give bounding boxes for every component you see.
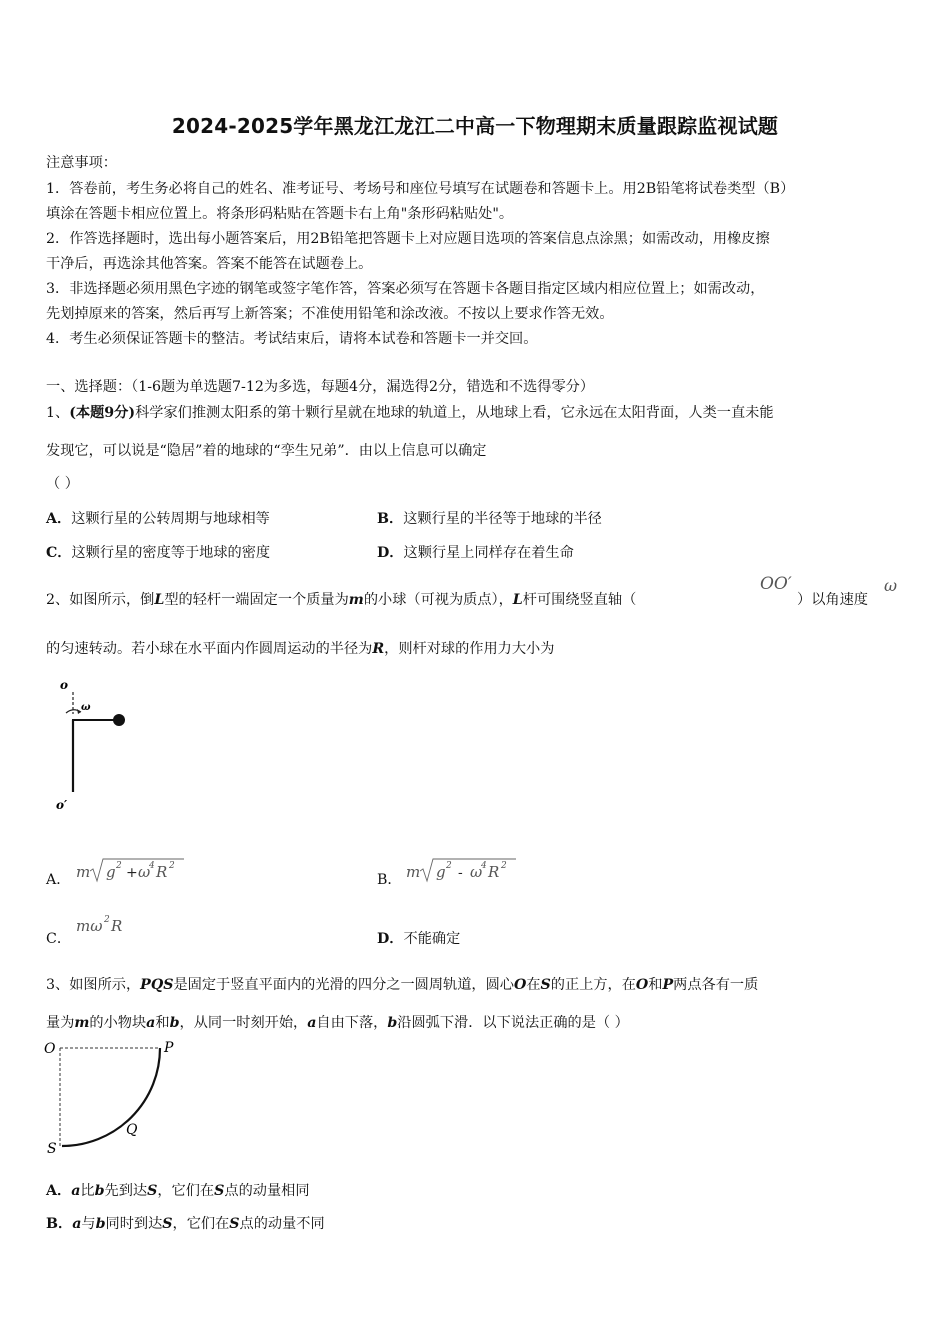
formula-exp-2: 2 bbox=[446, 861, 452, 871]
q3-text: 自由下落， bbox=[316, 1015, 388, 1031]
formula-g: g bbox=[106, 863, 116, 881]
q3-figure-label-p: P bbox=[164, 1040, 174, 1056]
q3-text: 同时到达 bbox=[105, 1216, 163, 1232]
q3-text: 在 bbox=[526, 977, 541, 993]
q1-option-d[interactable] bbox=[377, 542, 574, 562]
q1-option-a-text: 这颗行星的公转周期与地球相等 bbox=[71, 511, 270, 527]
q3-var-o: O bbox=[635, 977, 649, 993]
formula-r: R bbox=[111, 917, 123, 935]
q3-text: 如图所示， bbox=[69, 977, 141, 993]
q3-text: ，它们在 bbox=[157, 1183, 215, 1199]
q2-text: 杆可围绕竖直轴（ bbox=[522, 592, 637, 608]
q2-text: 的小球（可视为质点）， bbox=[363, 592, 513, 608]
q3-text: 沿圆弧下滑．以下说法正确的是（ ） bbox=[397, 1015, 629, 1031]
q2-figure-top-label: o bbox=[60, 678, 69, 692]
q2-var-l: L bbox=[154, 592, 165, 608]
q3-var-b: b bbox=[169, 1015, 180, 1031]
q2-option-d-text: 不能确定 bbox=[403, 931, 461, 947]
notice-line-3: 2．作答选择题时，选出每小题答案后，用2B铅笔把答题卡上对应题目选项的答案信息点涂黑；如需改动，用橡皮擦 bbox=[46, 231, 770, 247]
q3-text: 的小物块 bbox=[89, 1015, 147, 1031]
q2-var-m: m bbox=[348, 592, 364, 608]
q3-text: 的正上方，在 bbox=[550, 977, 636, 993]
q3-text: ，它们在 bbox=[172, 1216, 230, 1232]
question-3-line-1 bbox=[46, 974, 758, 994]
q2-var-l: L bbox=[512, 592, 523, 608]
q3-var-s: S bbox=[147, 1183, 158, 1199]
formula-r: R bbox=[488, 863, 500, 881]
q3-text: 两点各有一质 bbox=[673, 977, 759, 993]
formula-g: g bbox=[436, 863, 446, 881]
q3-text: 比 bbox=[80, 1183, 95, 1199]
notice-line-6: 先划掉原来的答案，然后再写上新答案；不准使用铅笔和涂改液。不按以上要求作答无效。 bbox=[46, 306, 614, 322]
notice-line-2: 填涂在答题卡相应位置上。将条形码粘贴在答题卡右上角"条形码粘贴处"。 bbox=[46, 206, 514, 222]
q1-option-b[interactable] bbox=[377, 508, 602, 528]
notice-line-5: 3．非选择题必须用黑色字迹的钢笔或签字笔作答，答案必须写在答题卡各题目指定区域内相应位置上；如需改动， bbox=[46, 281, 765, 297]
q3-text: ，从同一时刻开始， bbox=[179, 1015, 308, 1031]
formula-omega: ω bbox=[470, 863, 483, 881]
q3-var-b: b bbox=[387, 1015, 398, 1031]
q2-text: 如图所示，倒 bbox=[69, 592, 155, 608]
formula-operator: + bbox=[126, 865, 138, 881]
q1-option-a[interactable] bbox=[46, 508, 270, 528]
q2-figure-omega-label: ω bbox=[81, 702, 91, 713]
question-1-line-1 bbox=[46, 402, 774, 422]
q1-option-c-label: C． bbox=[46, 545, 72, 561]
q3-var-s: S bbox=[540, 977, 551, 993]
q3-figure-label-q: Q bbox=[126, 1122, 138, 1138]
q3-text: 是固定于竖直平面内的光滑的四分之一圆周轨道，圆心 bbox=[173, 977, 514, 993]
question-2-line-1 bbox=[46, 589, 636, 609]
notice-line-4: 干净后，再选涂其他答案。答案不能答在试题卷上。 bbox=[46, 256, 373, 272]
q3-var-s: S bbox=[214, 1183, 225, 1199]
page-title: 2024-2025学年黑龙江龙江二中高一下物理期末质量跟踪监视试题 bbox=[171, 114, 779, 138]
question-3-number: 3、 bbox=[46, 977, 70, 993]
notice-line-1: 1．答卷前，考生务必将自己的姓名、准考证号、考场号和座位号填写在试题卷和答题卡上。用2B铅笔将试卷类型（B） bbox=[46, 181, 795, 197]
question-1-paren: （ ） bbox=[46, 476, 79, 492]
q3-text: 和 bbox=[155, 1015, 170, 1031]
q3-figure bbox=[40, 1036, 190, 1158]
q3-var-pqs: PQS bbox=[140, 977, 174, 993]
q3-figure-label-s: S bbox=[47, 1141, 57, 1157]
q3-var-m: m bbox=[74, 1015, 90, 1031]
q2-option-b-formula[interactable] bbox=[406, 856, 526, 886]
q2-figure-bottom-label: o′ bbox=[56, 798, 68, 812]
q3-var-a: a bbox=[307, 1015, 317, 1031]
notice-heading: 注意事项： bbox=[46, 155, 117, 171]
formula-exp-2: 2 bbox=[116, 861, 122, 871]
section-heading: 一、选择题：（1-6题为单选题7-12为多选，每题4分，漏选得2分，错选和不选得零分） bbox=[46, 379, 595, 395]
q3-var-o: O bbox=[513, 977, 527, 993]
q2-text: ，则杆对球的作用力大小为 bbox=[384, 641, 555, 657]
question-1-prefix: (本题9分) bbox=[69, 405, 136, 421]
q1-option-b-label: B． bbox=[377, 511, 404, 527]
formula-exp-2: 2 bbox=[501, 861, 507, 871]
formula-exp-2: 2 bbox=[169, 861, 175, 871]
q3-option-b[interactable] bbox=[46, 1213, 325, 1233]
q2-option-c-label[interactable]: C． bbox=[46, 931, 72, 947]
q2-axis-label: OO′ bbox=[760, 574, 792, 594]
formula-operator: - bbox=[458, 865, 463, 881]
q2-text: 型的轻杆一端固定一个质量为 bbox=[164, 592, 349, 608]
q3-text: 和 bbox=[648, 977, 663, 993]
q3-text: 点的动量相同 bbox=[224, 1183, 310, 1199]
question-3-line-2 bbox=[46, 1012, 629, 1032]
formula-m-omega: mω bbox=[76, 917, 103, 935]
q1-option-d-text: 这颗行星上同样存在着生命 bbox=[403, 545, 574, 561]
q3-text: 点的动量不同 bbox=[239, 1216, 325, 1232]
q2-text: 的匀速转动。若小球在水平面内作圆周运动的半径为 bbox=[46, 641, 373, 657]
q2-omega-symbol: ω bbox=[884, 576, 898, 595]
q1-option-a-label: A． bbox=[46, 511, 72, 527]
q2-option-b-label[interactable]: B． bbox=[377, 872, 402, 888]
q3-var-s: S bbox=[162, 1216, 173, 1232]
q2-option-a-label[interactable]: A． bbox=[46, 872, 71, 888]
formula-exp-2: 2 bbox=[104, 915, 110, 925]
question-1-number: 1、 bbox=[46, 405, 70, 421]
q1-option-c-text: 这颗行星的密度等于地球的密度 bbox=[71, 545, 271, 561]
q2-option-a-formula[interactable] bbox=[76, 856, 191, 886]
q2-text-tail: ）以角速度 bbox=[797, 592, 868, 608]
q3-var-p: P bbox=[662, 977, 674, 993]
question-1-text-1: 科学家们推测太阳系的第十颗行星就在地球的轨道上，从地球上看，它永远在太阳背面，人类一直未能 bbox=[135, 405, 774, 421]
q3-var-b: b bbox=[94, 1183, 105, 1199]
q3-var-a: a bbox=[146, 1015, 156, 1031]
q3-var-s: S bbox=[229, 1216, 240, 1232]
formula-exp-4: 4 bbox=[149, 861, 155, 871]
q2-option-c-formula[interactable] bbox=[76, 912, 136, 938]
q2-ball bbox=[113, 714, 125, 726]
q2-option-d[interactable] bbox=[377, 928, 460, 948]
q3-text: 先到达 bbox=[104, 1183, 148, 1199]
question-2-line-2 bbox=[46, 638, 554, 658]
q2-option-d-label: D． bbox=[377, 931, 404, 947]
q2-var-r: R bbox=[372, 641, 385, 657]
q3-arc-track bbox=[62, 1048, 160, 1146]
question-2-number: 2、 bbox=[46, 592, 70, 608]
formula-m: m bbox=[76, 863, 91, 881]
question-1-line-2: 发现它，可以说是“隐居”着的地球的“孪生兄弟”．由以上信息可以确定 bbox=[46, 443, 487, 459]
formula-exp-4: 4 bbox=[481, 861, 487, 871]
q3-var-a: a bbox=[72, 1216, 82, 1232]
q3-figure-label-o: O bbox=[44, 1041, 56, 1057]
q1-option-b-text: 这颗行星的半径等于地球的半径 bbox=[403, 511, 602, 527]
q3-option-a-label: A． bbox=[46, 1183, 72, 1199]
q1-option-c[interactable] bbox=[46, 542, 270, 562]
formula-r: R bbox=[156, 863, 168, 881]
q2-figure bbox=[50, 672, 140, 817]
q3-option-b-label: B． bbox=[46, 1216, 73, 1232]
notice-line-7: 4．考生必须保证答题卡的整洁。考试结束后，请将本试卷和答题卡一并交回。 bbox=[46, 331, 538, 347]
q3-text: 与 bbox=[81, 1216, 96, 1232]
q1-option-d-label: D． bbox=[377, 545, 404, 561]
q3-option-a[interactable] bbox=[46, 1180, 310, 1200]
formula-m: m bbox=[406, 863, 421, 881]
q3-var-a: a bbox=[71, 1183, 81, 1199]
formula-omega: ω bbox=[138, 863, 151, 881]
q3-var-b: b bbox=[95, 1216, 106, 1232]
q3-text: 量为 bbox=[46, 1015, 75, 1031]
